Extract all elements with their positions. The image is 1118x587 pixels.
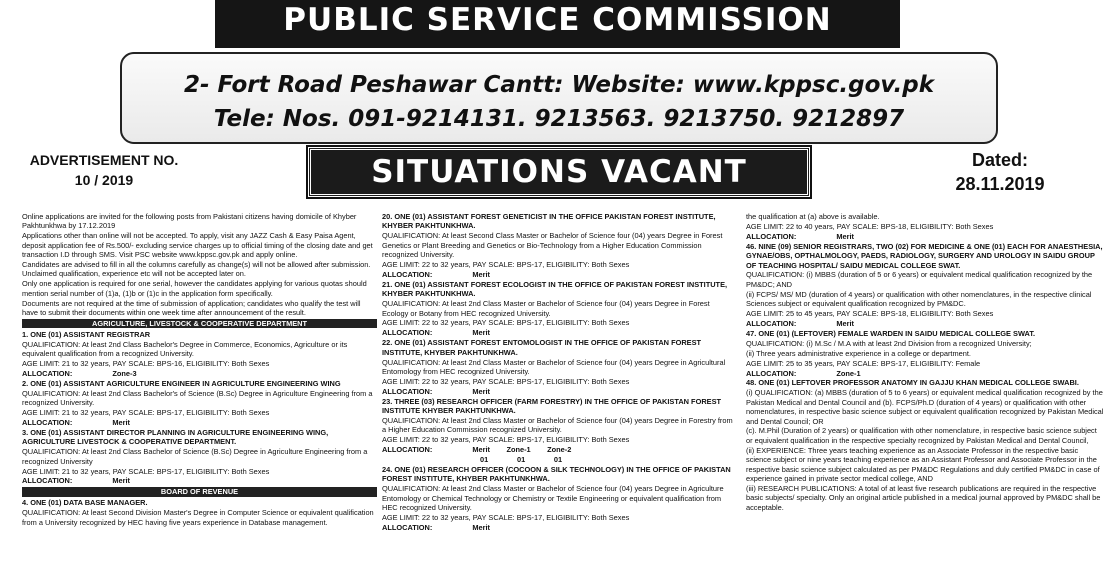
post-title: 48. ONE (01) LEFTOVER PROFESSOR ANATOMY IN GAJJU KHAN MEDICAL COLLEGE SWABI. [746,378,1079,388]
allocation-label: ALLOCATION: [382,386,433,396]
post-qualification: (ii) Three years administrative experience in a college or department. [746,348,971,358]
post-qualification: QUALIFICATION: At least 2nd Class Bachelor of Science (B.Sc) Degree in Agriculture Engineering from a recognized University [22,447,368,466]
post-qualification: QUALIFICATION: At least Second Division Master's Degree in Computer Science or equivalent qualification from a University recognized by HEC having five years experience in Database management. [22,508,374,527]
allocation-label: ALLOCATION: [746,368,797,378]
allocation-value: Zone-1 [836,368,861,378]
post-qualification: QUALIFICATION: At least 2nd Class Bachelor's of Science (B.Sc) Degree in Agriculture Engineering from a recognized University. [22,388,373,408]
advertisement-body [22,212,1104,587]
post-title: 2. ONE (01) ASSISTANT AGRICULTURE ENGINEER IN AGRICULTURE ENGINEERING WING [22,378,341,388]
post-age-limit: AGE LIMIT: 22 to 32 years, PAY SCALE: BPS-17, ELIGIBILITY: Both Sexes [382,435,630,445]
post-age-limit: AGE LIMIT: 25 to 35 years, PAY SCALE: BPS-17, ELIGIBILITY: Female [746,358,981,368]
post-qualification: QUALIFICATION: At least Second Class Master or Bachelor of Science four (04) years Degree in Forest Genetics or Plant Breeding and Genetics or Bio-Technology from a Higher Education Commission recognized University. [382,231,723,260]
post-title: 4. ONE (01) DATA BASE MANAGER. [22,498,148,508]
address-line: 2- Fort Road Peshawar Cantt: Website: www.kppsc.gov.pk [183,72,934,98]
post-age-limit: AGE LIMIT: 21 to 32 years, PAY SCALE: BPS-16, ELIGIBILITY: Both Sexes [22,359,270,369]
title-banner [215,0,900,48]
post-title: 1. ONE (01) ASSISTANT REGISTRAR [22,329,151,339]
allocation-value: Merit [472,269,491,279]
post-qualification: QUALIFICATION: At least 2nd Class Master or Bachelor of Science four (04) years Degree in Agricultural Entomology from HEC recognized University. [382,357,726,376]
post-qualification: (c). M.Phil (Duration of 2 years) or qualification with other nomenclature, in respective basic science subject or equivalent qualification in the respective specialty recognized by Pakistan Medical and Dental Council, [746,426,1097,445]
post-allocation [382,270,737,279]
post-title: 22. ONE (01) ASSISTANT FOREST ENTOMOLOGIST IN THE OFFICE OF PAKISTAN FOREST INSTITUTE, KHYBER PAKHTUNKHWA. [382,338,702,357]
allocation-headers: Merit Zone-1 Zone-2 [472,445,572,455]
post-title: 24. ONE (01) RESEARCH OFFICER (COCOON & SILK TECHNOLOGY) IN THE OFFICE OF PAKISTAN FOREST INSTITUTE, KHYBER PAKHTUNKHWA. [382,465,731,484]
dated-date: 28.11.2019 [955,174,1045,194]
advertisement-number: 10 / 2019 [74,172,134,188]
post-allocation [382,387,737,396]
allocation-label: ALLOCATION: [22,476,73,486]
allocation-label: ALLOCATION: [382,269,433,279]
allocation-label: ALLOCATION: [746,318,797,328]
advertisement-label: ADVERTISEMENT NO. [29,152,179,168]
post-qualification: QUALIFICATION: (i) M.Sc / M.A with at least 2nd Division from a recognized University; [746,338,1032,348]
intro-paragraph: Online applications are invited for the following posts from Pakistani citizens having domicile of Khyber Pakhtunkhwa by 17.12.2019 [22,212,357,231]
allocation-value: Merit [472,523,491,532]
allocation-value: Merit [836,318,855,328]
advertisement-block [14,150,194,190]
post-title: 3. ONE (01) ASSISTANT DIRECTOR PLANNING IN AGRICULTURE ENGINEERING WING, AGRICULTURE LIVESTOCK & COOPERATIVE DEPARTMENT. [22,427,329,447]
dated-label: Dated: [971,150,1028,170]
allocation-value: Merit [112,476,131,486]
continued-text: the qualification at (a) above is available. [746,212,880,221]
post-allocation [22,418,377,427]
dated-block [915,148,1085,196]
allocation-label: ALLOCATION: [382,523,433,532]
allocation-label: ALLOCATION: [746,231,797,241]
post-qualification: QUALIFICATION: At least 2nd Class Master or Bachelor of Science four (04) years Degree in Forestry from a Higher Education Commission recognized University. [382,416,733,435]
post-title: 46. NINE (09) SENIOR REGISTRARS, TWO (02) FOR MEDICINE & ONE (01) EACH FOR ANAESTHESIA, GYNAE/OBS, OPTHALMOLOGY, PAEDS, RADIOLOGY, SURGERY AND UROLOGY IN SAIDU GROUP OF TEACHING HOSPITAL/ SAIDU MEDICAL COLLEGE SWAT. [746,241,1103,270]
post-title: 20. ONE (01) ASSISTANT FOREST GENETICIST IN THE OFFICE PAKISTAN FOREST INSTITUTE, KHYBER PAKHTUNKHWA. [382,212,716,231]
contact-ribbon [120,52,998,144]
section-heading: BOARD OF REVENUE [22,487,377,496]
post-qualification: QUALIFICATION: (i) MBBS (duration of 5 or 6 years) or equivalent medical qualification recognized by the PM&DC; AND [746,270,1093,289]
intro-paragraph: Applications other than online will not be accepted. To apply, visit any JAZZ Cash & Easy Paisa Agent, deposit application fee of Rs.500/- excluding service charges up to official timing of the closing date and get transaction I.D through SMS. Visit PSC website www.kppsc.gov.pk and apply online. [22,231,373,260]
situations-vacant-text: SITUATIONS VACANT [371,154,747,190]
post-age-limit: AGE LIMIT: 22 to 32 years, PAY SCALE: BPS-17, ELIGIBILITY: Both Sexes [382,318,630,328]
column-3 [746,212,1104,587]
post-allocation [746,369,1104,378]
post-allocation [382,523,737,532]
allocation-value: Merit [836,231,855,241]
commission-title: PUBLIC SERVICE COMMISSION [283,2,832,38]
post-qualification: QUALIFICATION: At least 2nd Class Master or Bachelor of Science four (04) years Degree in Agriculture Entomology or Chemical Technology or Chemistry or Textile Engineering or equivalent qualification from HEC recognized University. [382,484,724,513]
post-title: 21. ONE (01) ASSISTANT FOREST ECOLOGIST IN THE OFFICE OF PAKISTAN FOREST INSTITUTE, KHYBER PAKHTUNKHWA. [382,279,728,299]
allocation-value: Merit [112,418,131,428]
post-qualification: (i) QUALIFICATION: (a) MBBS (duration of 5 to 6 years) or equivalent medical qualification recognized by the Pakistan Medical and Dental Council and (b). FCPS/Ph.D (duration of 4 years) or qualification with other nomenclatures, in respective basic science subject or equivalent qualification recognized by Pakistan Medical and Dental Council; OR [746,388,1104,426]
post-allocation [382,328,737,337]
post-age-limit: AGE LIMIT: 22 to 32 years, PAY SCALE: BPS-17, ELIGIBILITY: Both Sexes [382,513,630,523]
post-age-limit: AGE LIMIT: 21 to 32 years, PAY SCALE: BPS-17, ELIGIBILITY: Both Sexes [22,466,270,476]
intro-paragraph: Candidates are advised to fill in all the columns carefully as change(s) will not be allowed after submission. Unclaimed qualification, experience etc will not be accepted later on. [22,260,371,279]
post-research: (iii) RESEARCH PUBLICATIONS: A total of at least five research publications are required in the respective basic subjects/ specialty. Only an original article published in a medical journal approved by PM&DC shall be acceptable. [746,483,1101,512]
allocation-values: 01 01 01 [480,455,563,465]
post-age-limit: AGE LIMIT: 22 to 40 years, PAY SCALE: BPS-18, ELIGIBILITY: Both Sexes [746,221,994,231]
post-allocation [746,319,1104,328]
intro-paragraph: Only one application is required for one serial, however the candidates applying for various quotas should mention serial number of (1)a, (1)b or (1)c in the application form specifically. [22,279,367,298]
post-title: 23. THREE (03) RESEARCH OFFICER (FARM FORESTRY) IN THE OFFICE OF PAKISTAN FOREST INSTITUTE KHYBER PAKHTUNKHWA. [382,396,722,416]
column-1 [22,212,377,587]
intro-paragraph: Documents are not required at the time of submission of application; candidates who qualify the test will have to submit their documents within one week time after announcement of the result. [22,298,361,318]
post-qualification: QUALIFICATION: At least 2nd Class Bachelor's Degree in Commerce, Economics, Agriculture or its equivalent qualification from a recognized University. [22,339,348,359]
post-qualification: (ii) FCPS/ MS/ MD (duration of 4 years) or qualification with other nomenclatures, in the respective clinical Sciences subject or equivalent qualification recognized by PM&DC. [746,289,1092,309]
allocation-label: ALLOCATION: [382,445,433,455]
allocation-label: ALLOCATION: [22,418,73,428]
column-2 [382,212,737,587]
post-title: 47. ONE (01) (LEFTOVER) FEMALE WARDEN IN SAIDU MEDICAL COLLEGE SWAT. [746,328,1036,338]
post-experience: (ii) EXPERIENCE: Three years teaching experience as an Associate Professor in the respective basic science subject or nine years teaching experience as an Assistant Professor and Associate Professor in the respective basic science subject calculated as per PM&DC Regulations and duly certified PM&DC in case of experience gained in private sector medical college, AND [746,445,1100,483]
section-heading: AGRICULTURE, LIVESTOCK & COOPERATIVE DEPARTMENT [22,319,377,328]
allocation-value: Merit [472,386,491,396]
allocation-label: ALLOCATION: [382,328,433,338]
allocation-value: Merit [472,328,491,338]
post-allocation [382,445,737,454]
telephone-line: Tele: Nos. 091-9214131. 9213563. 9213750. 9212897 [213,106,905,132]
post-qualification: QUALIFICATION: At least 2nd Class Master or Bachelor of Science four (04) years Degree in Forest Ecology or Botany from HEC recognized University. [382,299,710,318]
post-age-limit: AGE LIMIT: 22 to 32 years, PAY SCALE: BPS-17, ELIGIBILITY: Both Sexes [382,376,630,386]
post-allocation [22,476,377,485]
post-allocation [22,369,377,378]
post-allocation [746,232,1104,241]
post-age-limit: AGE LIMIT: 22 to 32 years, PAY SCALE: BPS-17, ELIGIBILITY: Both Sexes [382,260,630,270]
allocation-label: ALLOCATION: [22,369,73,378]
situations-vacant-banner [308,147,810,197]
allocation-value: Zone-3 [112,369,137,378]
post-age-limit: AGE LIMIT: 25 to 45 years, PAY SCALE: BPS-18, ELIGIBILITY: Both Sexes [746,309,994,319]
post-age-limit: AGE LIMIT: 21 to 32 years, PAY SCALE: BPS-17, ELIGIBILITY: Both Sexes [22,408,270,418]
